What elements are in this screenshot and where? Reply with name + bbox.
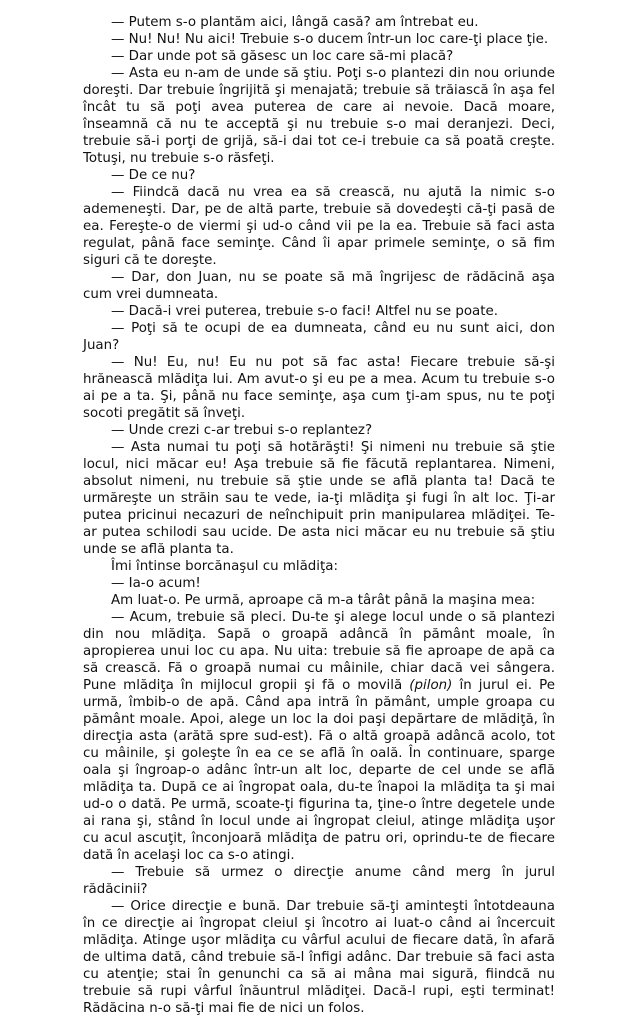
dialogue-paragraph: — Nu! Eu, nu! Eu nu pot să fac asta! Fiecare trebuie să-şi hrănească mlădiţa lui. Am avut-o şi eu pe a mea. Acum tu trebuie s-o ai pe a ta. Şi, până nu face seminţe, aşa cum ţi-am spus, nu te poţi socoti pregătit să înveţi. xyxy=(83,355,555,421)
dialogue-paragraph: — Nu! Nu! Nu aici! Trebuie s-o ducem într-un loc care-ţi place ţie. xyxy=(111,32,549,47)
dialogue-paragraph: — Asta eu n-am de unde să ştiu. Poţi s-o plantezi din nou oriunde doreşti. Dar trebuie îngrijită şi menajată; trebuie să trăiască în aşa fel încât tu să poţi avea puterea de care ai nevoie. Dacă moare, înseamnă că nu te acceptă şi nu trebuie s-o mai deranjezi. Deci, trebuie să-i porţi de grijă, să-i dai tot ce-i trebuie ca să poată creşte. Totuşi, nu trebuie s-o răsfeţi. xyxy=(83,66,555,166)
instructions-text-continued: în jurul ei. Pe urmă, îmbib-o de apă. Când apa intră în pământ, umple groapa cu pământ moale. Apoi, alege un loc la doi paşi depărtare de mlădiţă, în direcţia asta (arătă spre sud-est). Fă o altă groapă adâncă acolo, tot cu mâinile, şi goleşte în ea ce se află în oală. În continuare, sparge oala şi îngroap-o adânc într-un alt loc, departe de cel unde se află mlădiţa ta. După ce ai îngropat oala, du-te înapoi la mlădiţa ta şi mai ud-o o dată. Pe urmă, scoate-ţi figurina ta, ţine-o între degetele unde ai rana şi, stând în locul unde ai îngropat cleiul, atinge mlădiţa uşor cu acul ascuţit, înconjoară mlădiţa de patru ori, oprindu-te de fiecare dată în acelaşi loc ca s-o atingi. xyxy=(83,678,555,863)
instructions-paragraph xyxy=(83,609,555,864)
document-page xyxy=(83,14,555,1017)
dialogue-paragraph: — Poţi să te ocupi de ea dumneata, când eu nu sunt aici, don Juan? xyxy=(83,321,555,353)
dialogue-paragraph: — Unde crezi c-ar trebui s-o replantez? xyxy=(111,423,373,438)
dialogue-paragraph: — Asta numai tu poţi să hotărăşti! Şi nimeni nu trebuie să ştie locul, nici măcar eu! Aşa trebuie să fie făcută replantarea. Nimeni, absolut nimeni, nu trebuie să ştie unde se află planta ta! Dacă te urmăreşte un străin sau te vede, ia-ţi mlădiţa şi fugi în alt loc. Ţi-ar putea pricinui necazuri de neînchipuit prin manipularea mlădiţei. Te-ar putea schilodi sau ucide. De asta nici măcar eu nu trebuie să ştiu unde se află planta ta. xyxy=(83,440,555,557)
dialogue-paragraph: — Trebuie să urmez o direcţie anume când merg în jurul rădăcinii? xyxy=(83,865,555,897)
narration-paragraph: Îmi întinse borcănaşul cu mlădiţa: xyxy=(111,559,338,574)
dialogue-paragraph: — Dar unde pot să găsesc un loc care să-mi placă? xyxy=(111,49,454,64)
dialogue-paragraph: — Fiindcă dacă nu vrea ea să crească, nu ajută la nimic s-o ademeneşti. Dar, pe de altă parte, trebuie să dovedeşti că-ţi pasă de ea. Fereşte-o de viermi şi ud-o când vii pe la ea. Trebuie să faci asta regulat, până face seminţe. Când îi apar primele seminţe, o să fim siguri că te doreşte. xyxy=(83,185,555,268)
dialogue-paragraph: — Dar, don Juan, nu se poate să mă îngrijesc de rădăcină aşa cum vrei dumneata. xyxy=(83,270,555,302)
dialogue-paragraph: — De ce nu? xyxy=(111,168,196,183)
dialogue-paragraph: — Ia-o acum! xyxy=(111,576,201,591)
narration-paragraph: Am luat-o. Pe urmă, aproape că m-a târât până la maşina mea: xyxy=(111,593,536,608)
dialogue-paragraph: — Putem s-o plantăm aici, lângă casă? am întrebat eu. xyxy=(111,15,479,30)
italic-term: (pilon) xyxy=(409,678,453,693)
dialogue-paragraph: — Orice direcţie e bună. Dar trebuie să-ţi aminteşti întotdeauna în ce direcţie ai îngropat cleiul şi încotro ai luat-o când ai încercuit mlădiţa. Atinge uşor mlădiţa cu vârful acului de fiecare dată, în afară de ultima dată, când trebuie să-l înfigi adânc. Dar trebuie să faci asta cu atenţie; stai în genunchi ca să ai mâna mai sigură, fiindcă nu trebuie să rupi vârful înăuntrul mlădiţei. Dacă-l rupi, eşti terminat! Rădăcina n-o să-ţi mai fie de nici un folos. xyxy=(83,899,555,1016)
dialogue-paragraph: — Dacă-i vrei puterea, trebuie s-o faci! Altfel nu se poate. xyxy=(111,304,498,319)
instructions-text: — Acum, trebuie să pleci. Du-te şi alege locul unde o să plantezi din nou mlădiţa. Sapă o groapă adâncă în pământ moale, în apropierea unui loc cu apa. Nu uita: trebuie să fie aproape de apă ca să crească. Fă o groapă numai cu mâinile, chiar dacă vei sângera. Pune mlădiţa în mijlocul gropii şi fă o movilă xyxy=(83,610,555,693)
